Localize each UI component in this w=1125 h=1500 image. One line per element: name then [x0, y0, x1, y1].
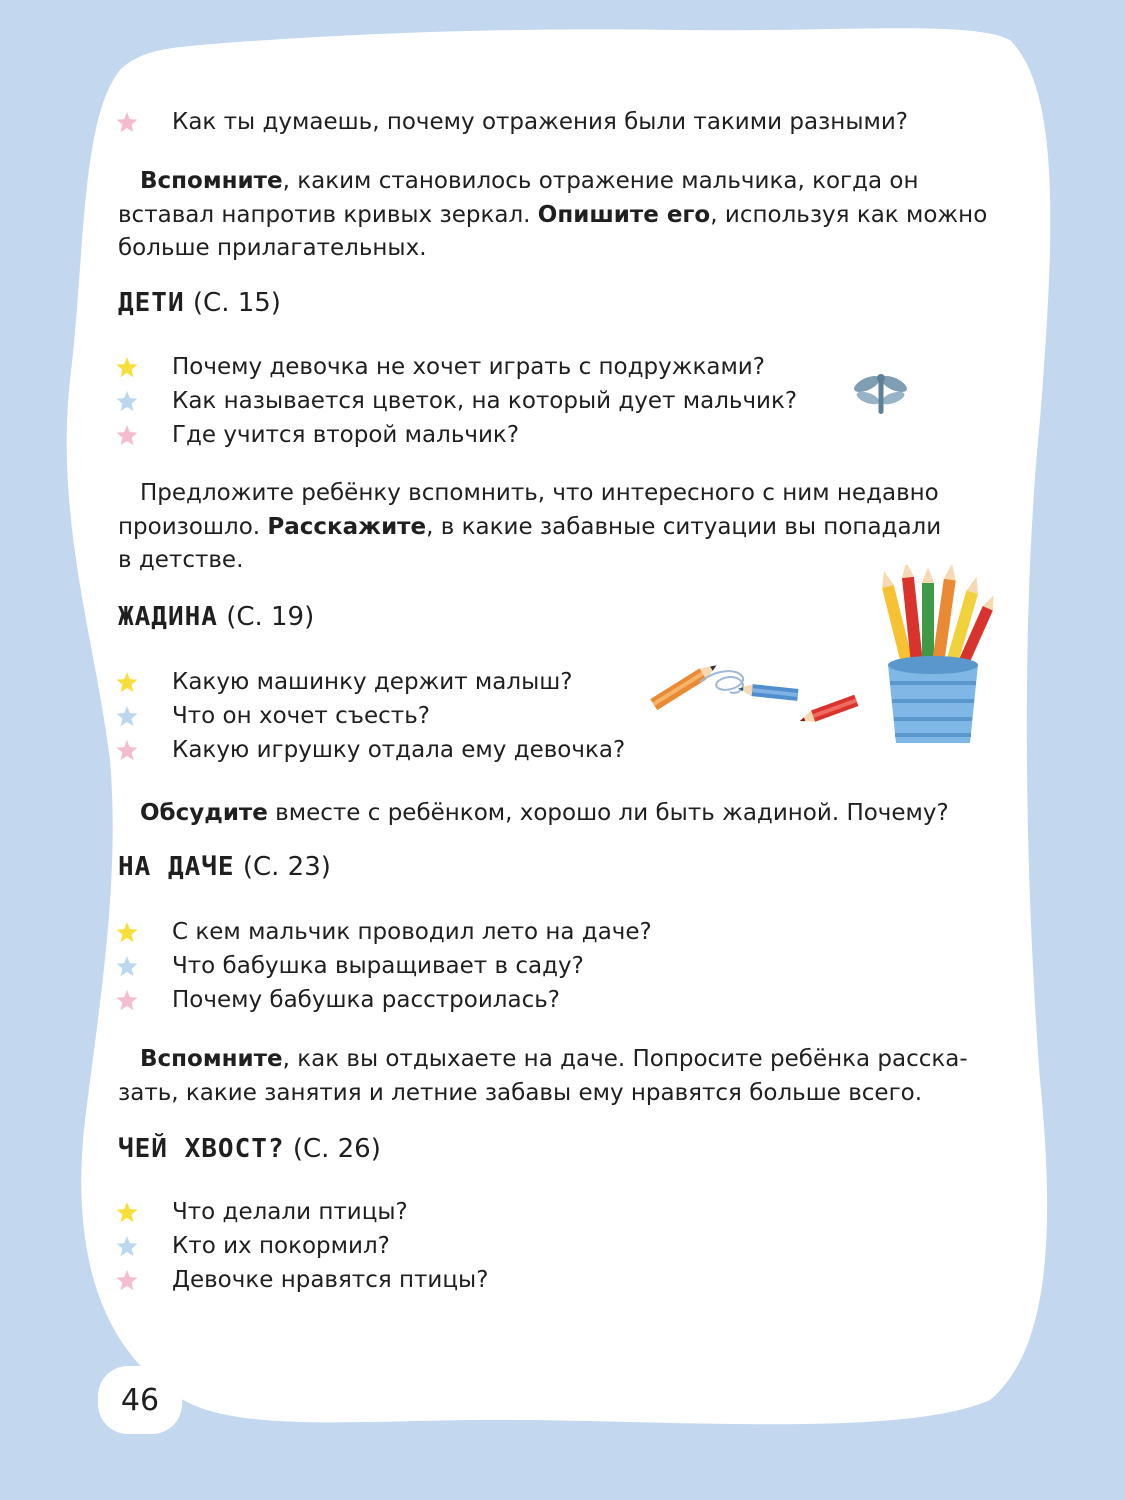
star-icon — [116, 671, 138, 693]
star-icon — [116, 356, 138, 378]
star-icon — [116, 1235, 138, 1257]
star-icon — [116, 424, 138, 446]
star-icon — [116, 739, 138, 761]
question-item: Какую игрушку отдала ему девочка? — [116, 733, 625, 767]
question-item: Что делали птицы? — [116, 1195, 408, 1229]
section-heading: ДЕТИ (С. 15) — [118, 288, 281, 318]
question-item: Что он хочет съесть? — [116, 699, 430, 733]
question-item: Как называется цветок, на который дует мальчик? — [116, 384, 797, 418]
section-paragraph: Вспомните, как вы отдыхаете на даче. Попросите ребёнка расска- зать, какие занятия и летние забавы ему нравятся больше всего. — [118, 1046, 968, 1106]
star-icon — [116, 1269, 138, 1291]
question-item: Какую машинку держит малыш? — [116, 665, 572, 699]
question-item: Девочке нравятся птицы? — [116, 1263, 488, 1297]
page-number: 46 — [98, 1366, 182, 1434]
question-item: Кто их покормил? — [116, 1229, 390, 1263]
star-icon — [116, 705, 138, 727]
question-item: Что бабушка выращивает в саду? — [116, 949, 584, 983]
section-heading: НА ДАЧЕ (С. 23) — [118, 852, 331, 882]
section-paragraph: Обсудите вместе с ребёнком, хорошо ли быть жадиной. Почему? — [140, 800, 949, 826]
intro-question — [116, 105, 908, 139]
star-icon — [116, 955, 138, 977]
pencil-cup-icon — [870, 565, 995, 750]
dragonfly-icon — [850, 370, 912, 418]
question-item: С кем мальчик проводил лето на даче? — [116, 915, 652, 949]
star-icon — [116, 989, 138, 1011]
star-icon — [116, 111, 138, 133]
star-icon — [116, 390, 138, 412]
intro-paragraph: Вспомните, каким становилось отражение мальчика, когда он вставал напротив кривых зеркал. Опишите его, используя как можно больше прилагательных. — [118, 168, 988, 261]
question-item: Почему бабушка расстроилась? — [116, 983, 560, 1017]
question-text: Как ты думаешь, почему отражения были такими разными? — [172, 109, 908, 135]
star-icon — [116, 921, 138, 943]
question-item: Где учится второй мальчик? — [116, 418, 519, 452]
question-item: Почему девочка не хочет играть с подружками? — [116, 350, 765, 384]
section-heading: ЧЕЙ ХВОСТ? (С. 26) — [118, 1134, 381, 1164]
section-paragraph: Предложите ребёнку вспомнить, что интересного с ним недавно произошло. Расскажите, в какие забавные ситуации вы попадали в детстве. — [118, 480, 942, 573]
star-icon — [116, 1201, 138, 1223]
section-heading: ЖАДИНА (С. 19) — [118, 602, 315, 632]
